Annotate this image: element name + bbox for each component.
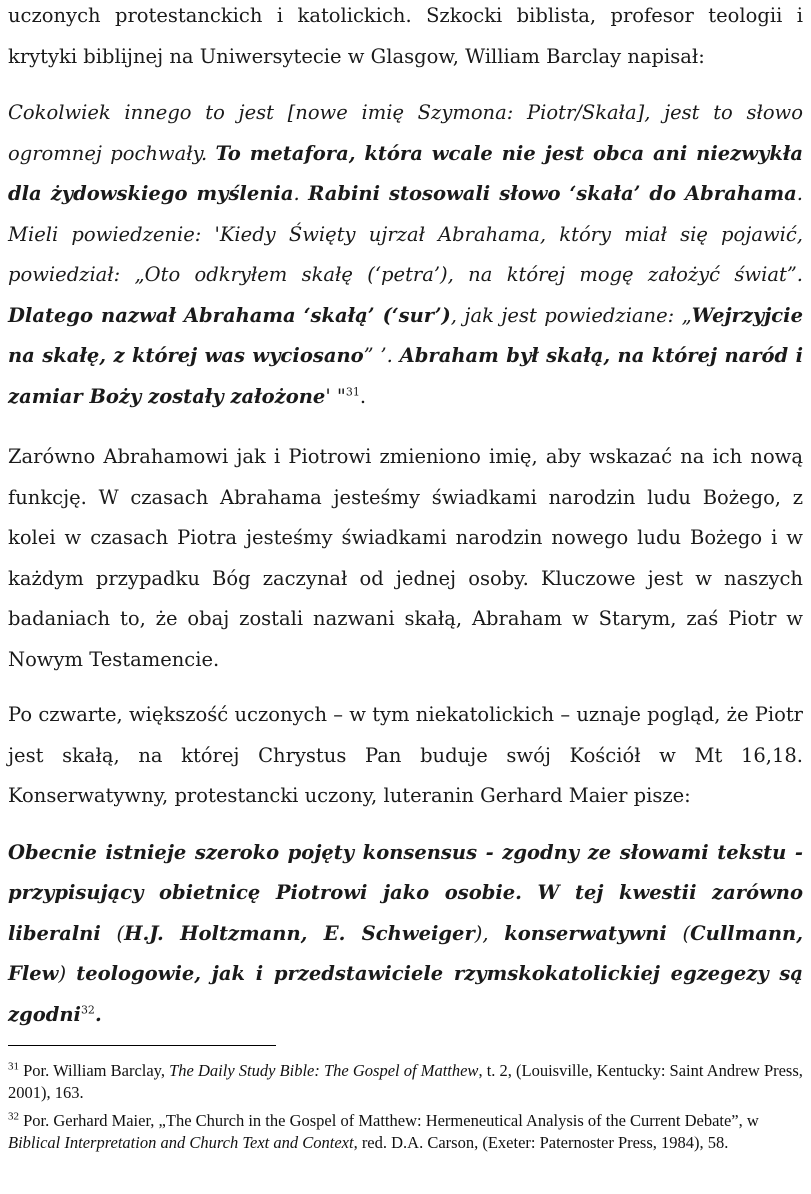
maier-quote bbox=[8, 833, 803, 1036]
footnote-text: Por. William Barclay, bbox=[19, 1061, 170, 1080]
quote-emphasis: Rabini stosowali słowo ‘skała’ do Abrahama bbox=[308, 182, 797, 205]
quote-emphasis: Abraham był skałą, na której naród i zamiar Boży zostały założone bbox=[8, 344, 803, 408]
quote-end: . bbox=[94, 1002, 102, 1026]
footnote-title: Biblical Interpretation and Church Text and Context bbox=[8, 1133, 354, 1152]
footnote-number: 31 bbox=[8, 1060, 19, 1073]
footnote-title: The Daily Study Bible: The Gospel of Matthew bbox=[169, 1061, 479, 1080]
quote-text: . Mieli powiedzenie: 'Kiedy Święty ujrzał Abrahama, który miał się pojawić, powiedział: „Oto odkryłem skałę (‘petra’), na której mogę założyć świat”. bbox=[8, 182, 803, 286]
quote-text: ( bbox=[100, 921, 125, 945]
footnote-ref-31[interactable]: 31 bbox=[345, 385, 360, 398]
footnote-32 bbox=[8, 1110, 803, 1154]
footnote-text: Por. Gerhard Maier, „The Church in the Gospel of Matthew: Hermeneutical Analysis of the Current Debate”, w bbox=[19, 1111, 759, 1130]
quote-emphasis: To metafora, która wcale nie jest obca ani niezwykła dla żydowskiego myślenia bbox=[8, 141, 804, 205]
quote-text: ' " bbox=[325, 384, 346, 408]
footnotes bbox=[8, 1060, 803, 1160]
quote-emphasis: Dlatego nazwał Abrahama ‘skałą’ (‘sur’) bbox=[8, 303, 451, 327]
quote-text: . bbox=[293, 182, 300, 205]
quote-emphasis: Obecnie istnieje szeroko pojęty konsensus - zgodny ze słowami tekstu - przypisujący obietnicę Piotrowi jako osobie. W tej kwestii zarówno liberalni bbox=[8, 840, 803, 945]
quote-emphasis: Wejrzyjcie na skałę, z której was wyciosano bbox=[8, 303, 803, 367]
quote-text: ) bbox=[58, 962, 77, 985]
footnote-text: , red. D.A. Carson, (Exeter: Paternoster Press, 1984), 58. bbox=[353, 1133, 729, 1152]
quote-emphasis: konserwatywni bbox=[504, 921, 667, 945]
quote-text: ” ’. bbox=[363, 344, 393, 367]
footnote-31 bbox=[8, 1060, 803, 1104]
consensus-paragraph: Po czwarte, większość uczonych – w tym niekatolickich – uznaje pogląd, że Piotr jest skałą, na której Chrystus Pan buduje swój Kościół w Mt 16,18. Konserwatywny, protestancki uczony, luteranin Gerhard Maier pisze: bbox=[8, 703, 803, 807]
quote-text: Cokolwiek innego to jest [nowe imię Szymona: Piotr/Skała], jest to słowo ogromnej pochwały. bbox=[8, 101, 803, 165]
quote-text: ), bbox=[474, 921, 505, 945]
footnote-text: , t. 2, (Louisville, Kentucky: Saint Andrew Press, 2001), 163. bbox=[8, 1061, 803, 1102]
abraham-peter-paragraph: Zarówno Abrahamowi jak i Piotrowi zmieniono imię, aby wskazać na ich nową funkcję. W czasach Abrahama jesteśmy świadkami narodzin ludu Bożego, z kolei w czasach Piotra jesteśmy świadkami narodzin nowego ludu Bożego i w każdym przypadku Bóg zaczynał od jednej osoby. Kluczowe jest w naszych badaniach to, że obaj zostali nazwani skałą, Abraham w Starym, zaś Piotr w Nowym Testamencie. bbox=[8, 445, 803, 671]
quote-emphasis: H.J. Holtzmann, E. Schweiger bbox=[124, 921, 475, 945]
quote-text: ( bbox=[666, 921, 691, 945]
intro-paragraph: uczonych protestanckich i katolickich. Szkocki biblista, profesor teologii i krytyki biblijnej na Uniwersytecie w Glasgow, William Barclay napisał: bbox=[8, 4, 803, 68]
footnote-number: 32 bbox=[8, 1110, 19, 1123]
quote-emphasis: Cullmann, Flew bbox=[8, 921, 803, 985]
quote-end: . bbox=[359, 384, 367, 408]
footnote-divider bbox=[8, 1045, 276, 1046]
barclay-quote bbox=[8, 93, 803, 417]
footnote-ref-32[interactable]: 32 bbox=[80, 1003, 95, 1016]
quote-emphasis: teologowie, jak i przedstawiciele rzymskokatolickiej egzegezy są zgodni bbox=[8, 962, 803, 1026]
quote-text: , jak jest powiedziane: „ bbox=[450, 303, 692, 327]
